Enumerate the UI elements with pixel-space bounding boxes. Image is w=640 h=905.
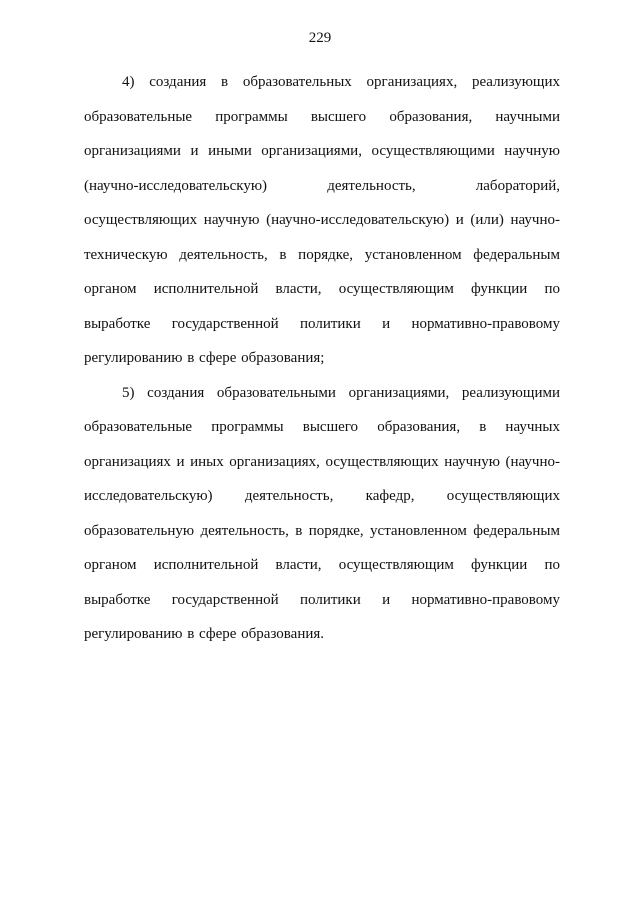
document-body bbox=[84, 65, 560, 652]
paragraph-item-5: 5) создания образовательными организациями, реализующими образовательные программы высшего образования, в научных организациях и иных организациях, осуществляющих научную (научно-исследовательскую) деятельность, кафедр, осуществляющих образовательную деятельность, в порядке, установленном федеральным органом исполнительной власти, осуществляющим функции по выработке государственной политики и нормативно-правовому регулированию в сфере образования. bbox=[84, 384, 560, 642]
page-number: 229 bbox=[308, 30, 332, 46]
paragraph-item-4: 4) создания в образовательных организациях, реализующих образовательные программы высшего образования, научными организациями и иными организациями, осуществляющими научную (научно-исследовательскую) деятельность, лабораторий, осуществляющих научную (научно-исследовательскую) и (или) научно-техническую деятельность, в порядке, установленном федеральным органом исполнительной власти, осуществляющим функции по выработке государственной политики и нормативно-правовому регулированию в сфере образования; bbox=[84, 74, 560, 366]
